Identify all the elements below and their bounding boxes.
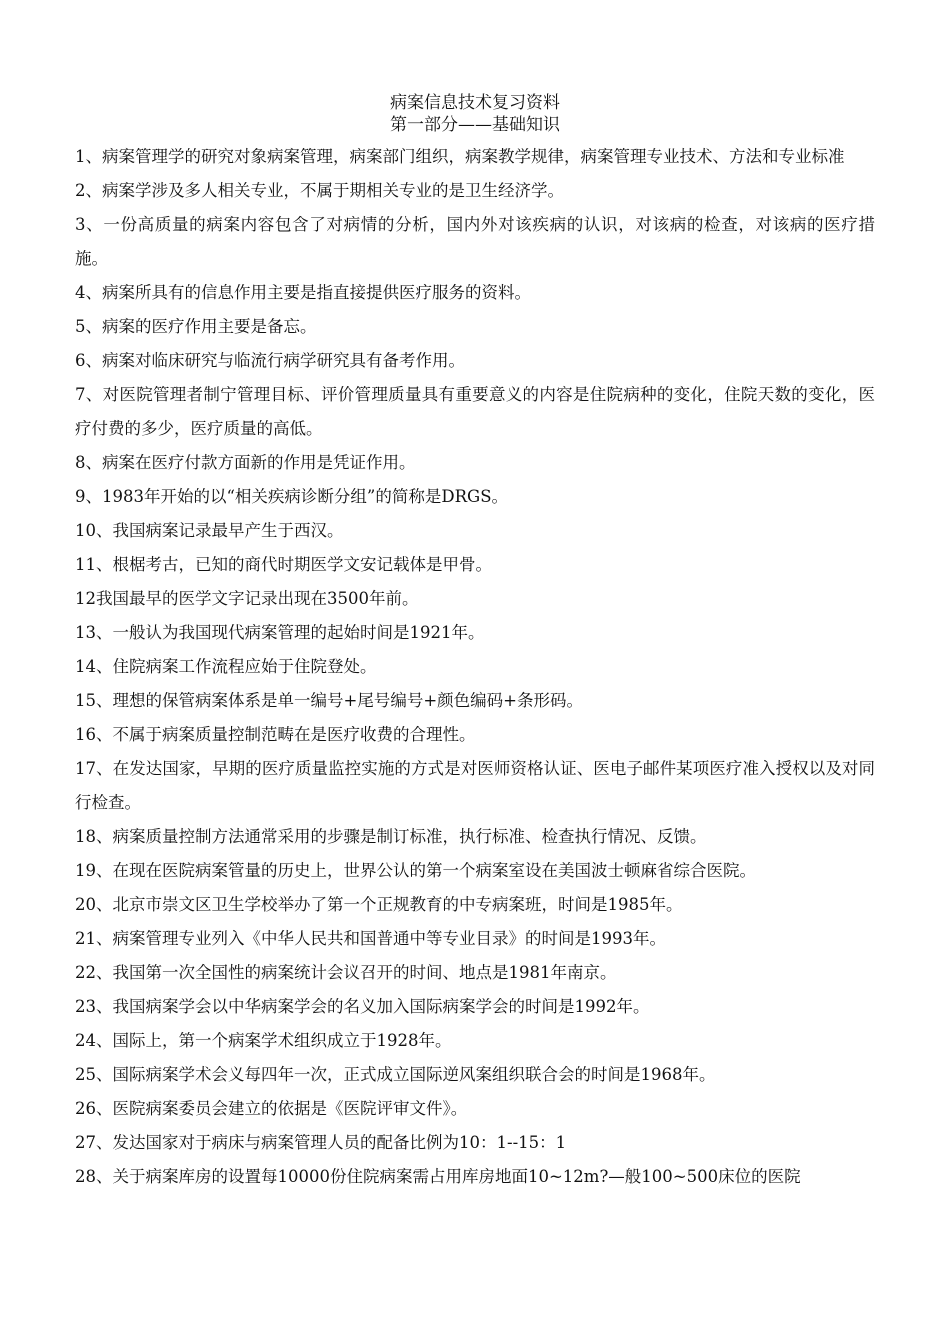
list-item: 24、国际上，第一个病案学术组织成立于1928年。 bbox=[75, 1031, 452, 1050]
list-item: 23、我国病案学会以中华病案学会的名义加入国际病案学会的时间是1992年。 bbox=[75, 997, 650, 1016]
list-item: 25、国际病案学术会义每四年一次，正式成立国际逆风案组织联合会的时间是1968年。 bbox=[75, 1065, 716, 1084]
document-title: 病案信息技术复习资料 bbox=[390, 93, 560, 113]
question-list bbox=[75, 140, 875, 1194]
list-item: 15、理想的保管病案体系是单一编号+尾号编号+颜色编码+条形码。 bbox=[75, 691, 583, 710]
list-item: 10、我国病案记录最早产生于西汉。 bbox=[75, 521, 344, 540]
list-item: 11、根椐考古，已知的商代时期医学文安记载体是甲骨。 bbox=[75, 555, 492, 574]
list-item: 17、在发达国家，早期的医疗质量监控实施的方式是对医师资格认证、医电子邮件某项医疗准入授权以及对同行检查。 bbox=[75, 759, 875, 812]
list-item: 5、病案的医疗作用主要是备忘。 bbox=[75, 317, 317, 336]
list-item: 13、一般认为我国现代病案管理的起始时间是1921年。 bbox=[75, 623, 485, 642]
list-item: 4、病案所具有的信息作用主要是指直接提供医疗服务的资料。 bbox=[75, 283, 531, 302]
list-item: 28、关于病案库房的设置每10000份住院病案需占用库房地面10~12m?—般100~500床位的医院 bbox=[75, 1167, 801, 1186]
document-subtitle: 第一部分——基础知识 bbox=[390, 115, 560, 135]
list-item: 20、北京市崇文区卫生学校举办了第一个正规教育的中专病案班，时间是1985年。 bbox=[75, 895, 683, 914]
list-item: 27、发达国家对于病床与病案管理人员的配备比例为10：1--15：1 bbox=[75, 1133, 567, 1152]
document-page bbox=[75, 92, 875, 1194]
list-item: 22、我国第一次全国性的病案统计会议召开的时间、地点是1981年南京。 bbox=[75, 963, 617, 982]
list-item: 26、医院病案委员会建立的依据是《医院评审文件》。 bbox=[75, 1099, 468, 1118]
list-item: 8、病案在医疗付款方面新的作用是凭证作用。 bbox=[75, 453, 416, 472]
list-item: 19、在现在医院病案管量的历史上，世界公认的第一个病案室设在美国波士顿麻省综合医院。 bbox=[75, 861, 756, 880]
list-item: 1、病案管理学的研究对象病案管理，病案部门组织，病案教学规律，病案管理专业技术、方法和专业标准 bbox=[75, 147, 845, 166]
list-item: 18、病案质量控制方法通常采用的步骤是制订标准，执行标准、检查执行情况、反馈。 bbox=[75, 827, 707, 846]
list-item: 9、1983年开始的以“相关疾病诊断分组”的简称是DRGS。 bbox=[75, 487, 508, 506]
list-item: 6、病案对临床研究与临流行病学研究具有备考作用。 bbox=[75, 351, 465, 370]
list-item: 21、病案管理专业列入《中华人民共和国普通中等专业目录》的时间是1993年。 bbox=[75, 929, 666, 948]
list-item: 14、住院病案工作流程应始于住院登处。 bbox=[75, 657, 377, 676]
list-item: 12我国最早的医学文字记录出现在3500年前。 bbox=[75, 589, 419, 608]
list-item: 3、一份高质量的病案内容包含了对病情的分析，国内外对该疾病的认识，对该病的检查，对该病的医疗措施。 bbox=[75, 215, 875, 268]
list-item: 16、不属于病案质量控制范畴在是医疗收费的合理性。 bbox=[75, 725, 476, 744]
list-item: 7、对医院管理者制宁管理目标、评价管理质量具有重要意义的内容是住院病种的变化，住院天数的变化，医疗付费的多少，医疗质量的高低。 bbox=[75, 385, 875, 438]
list-item: 2、病案学涉及多人相关专业，不属于期相关专业的是卫生经济学。 bbox=[75, 181, 564, 200]
